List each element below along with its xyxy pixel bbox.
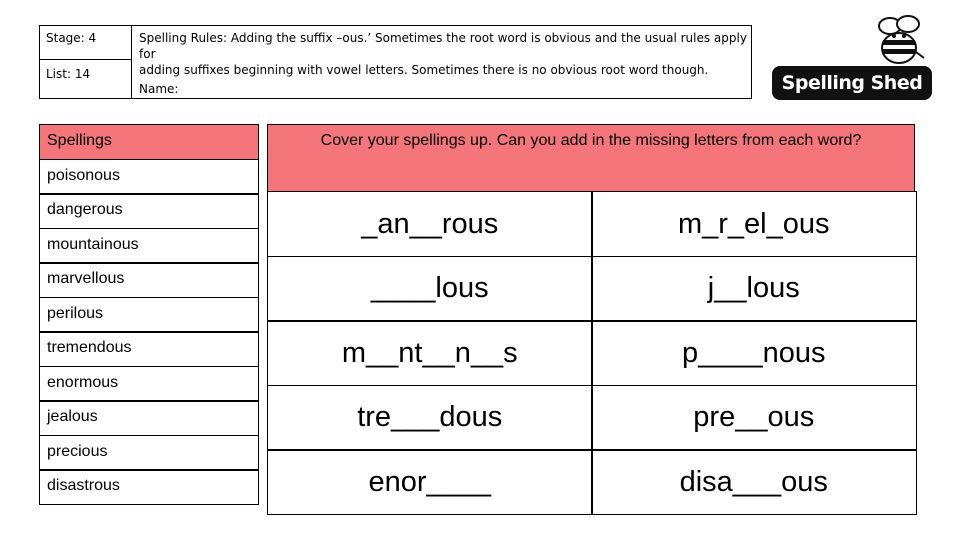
list-item: precious	[39, 435, 259, 471]
spellings-heading: Spellings	[39, 124, 259, 160]
name-label: Name:	[139, 82, 179, 96]
spelling-shed-logo	[772, 14, 932, 98]
bee-icon	[872, 14, 928, 66]
puzzle-cell: disa___ous	[591, 449, 917, 515]
instruction-banner: Cover your spellings up. Can you add in the missing letters from each word?	[267, 124, 915, 192]
spellings-list	[39, 124, 259, 504]
list-item: mountainous	[39, 228, 259, 264]
header-left-column	[40, 26, 132, 98]
list-item: marvellous	[39, 262, 259, 298]
table-row	[267, 320, 915, 386]
list-item: tremendous	[39, 331, 259, 367]
table-row	[267, 256, 915, 322]
spelling-rules-line-1: Spelling Rules: Adding the suffix –ous.’ Sometimes the root word is obvious and the usual rules apply for	[139, 31, 747, 61]
puzzle-cell: m_r_el_ous	[591, 191, 917, 257]
list-item: perilous	[39, 297, 259, 333]
table-row	[267, 449, 915, 515]
puzzle-cell: _an__rous	[267, 191, 593, 257]
puzzle-cell: pre__ous	[591, 385, 917, 451]
list-item: jealous	[39, 400, 259, 436]
table-row	[267, 385, 915, 451]
stage-label: Stage: 4	[40, 26, 131, 60]
list-item: poisonous	[39, 159, 259, 195]
spelling-rules-line-2: adding suffixes beginning with vowel letters. Sometimes there is no obvious root word though.	[139, 63, 709, 77]
puzzle-cell: tre___dous	[267, 385, 593, 451]
list-label: List: 14	[46, 67, 91, 81]
list-item: enormous	[39, 366, 259, 402]
puzzle-cell: p____nous	[591, 320, 917, 386]
logo-wordmark: Spelling Shed	[772, 66, 932, 100]
puzzle-cell: enor____	[267, 449, 593, 515]
worksheet-header	[39, 25, 752, 99]
list-item: dangerous	[39, 193, 259, 229]
table-row	[267, 191, 915, 257]
missing-letters-grid	[267, 191, 915, 514]
list-item: disastrous	[39, 469, 259, 505]
puzzle-cell: m__nt__n__s	[267, 320, 593, 386]
puzzle-cell: j__lous	[591, 256, 917, 322]
spelling-rules	[139, 30, 749, 78]
puzzle-cell: ____lous	[267, 256, 593, 322]
